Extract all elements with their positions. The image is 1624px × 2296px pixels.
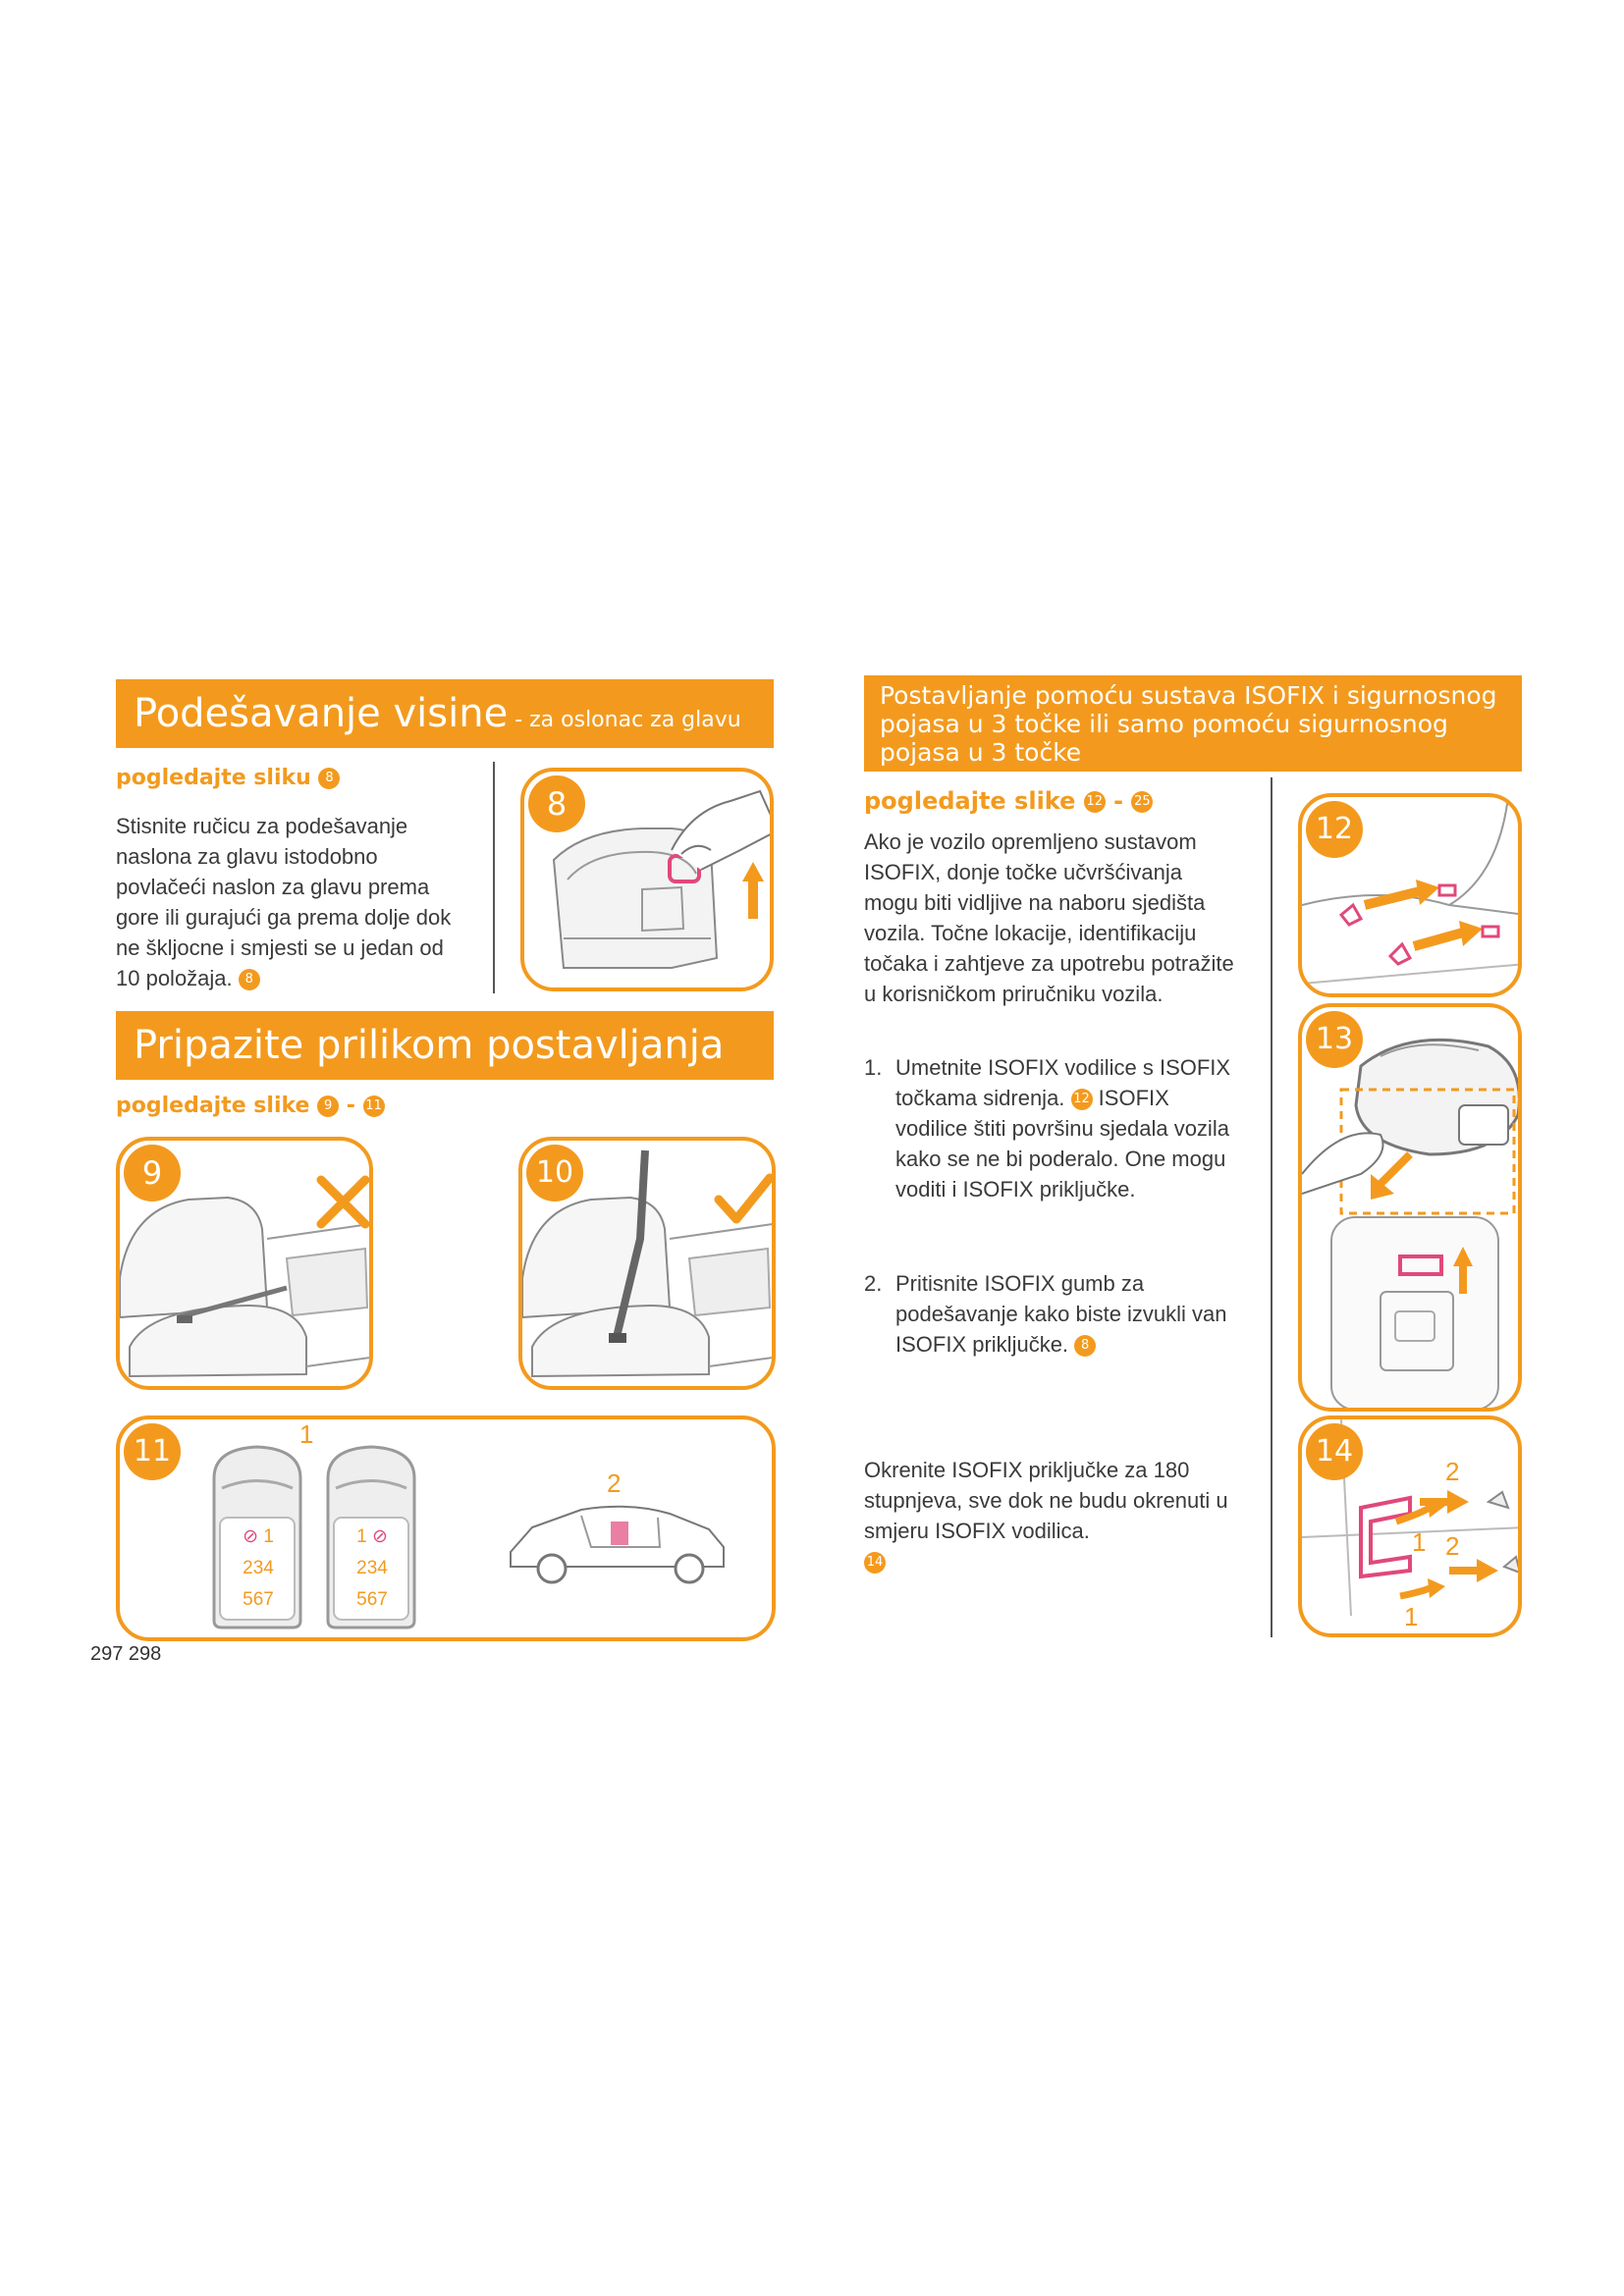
seat-grid-right: 1 ⊘ 234 567 — [356, 1526, 388, 1610]
figure-9 — [116, 1137, 373, 1390]
figure-ref: 25 — [1131, 791, 1153, 813]
rotate-instruction — [864, 1455, 1237, 1576]
figure-ref: 8 — [239, 969, 260, 990]
step-number: 2. — [864, 1271, 883, 1296]
range-separator: - — [1105, 787, 1132, 815]
instruction-text: Stisnite ručicu za podešavanje naslona za glavu istodobno povlačeći naslon za glavu prema gore ili gurajući ga prema dolje dok ne škljocne i smjesti se u jedan od 10 položaja. — [116, 814, 452, 990]
see-label: pogledajte sliku — [116, 766, 311, 790]
seat-position: 3 — [252, 1558, 264, 1578]
figure-number: 10 — [526, 1145, 583, 1201]
step-label: 2 — [1445, 1531, 1460, 1561]
section-title: Podešavanje visine — [134, 691, 509, 736]
step-label: 2 — [1445, 1457, 1460, 1486]
page-numbers: 297 298 — [90, 1643, 162, 1665]
see-figures-label — [116, 1094, 385, 1118]
step-label: 1 — [1412, 1527, 1427, 1557]
section-title-banner — [116, 679, 774, 748]
isofix-title: Postavljanje pomoću sustava ISOFIX i sigurnosnog pojasa u 3 točke ili samo pomoću sigurnosnog pojasa u 3 točke — [880, 681, 1497, 767]
see-figure-label — [116, 766, 340, 790]
seat-position: 6 — [366, 1589, 378, 1610]
rotate-text: Okrenite ISOFIX priključke za 180 stupnjeva, sve dok ne budu okrenuti u smjeru ISOFIX vodilica. — [864, 1458, 1228, 1543]
figure-number: 14 — [1306, 1423, 1363, 1480]
figure-ref: 8 — [1074, 1335, 1096, 1357]
step-text: Umetnite ISOFIX vodilice s ISOFIX točkama sidrenja. — [895, 1055, 1231, 1110]
step-label: 1 — [1404, 1602, 1419, 1631]
step-2 — [864, 1268, 1237, 1360]
seat-position: 1 — [263, 1526, 274, 1547]
range-separator: - — [339, 1094, 363, 1118]
isofix-title-banner — [864, 675, 1522, 772]
seat-position: 1 — [356, 1526, 367, 1547]
figure-14 — [1298, 1415, 1522, 1637]
step-text: ISOFIX vodilice štiti površinu sjedala vozila kako se ne bi poderalo. One mogu voditi i ISOFIX priključke. — [895, 1086, 1229, 1201]
seat-position: 2 — [243, 1558, 253, 1578]
seat-position: 4 — [377, 1558, 388, 1578]
figure-ref: 8 — [318, 768, 340, 789]
figure-number: 9 — [124, 1145, 181, 1201]
seat-position: 5 — [243, 1589, 253, 1610]
figure-10 — [518, 1137, 776, 1390]
section-title-suffix: - za oslonac za glavu — [508, 708, 741, 732]
seat-position: 7 — [263, 1589, 274, 1610]
step-text: Pritisnite ISOFIX gumb za podešavanje kako biste izvukli van ISOFIX priključke. — [895, 1271, 1227, 1357]
step-number: 1. — [864, 1055, 883, 1080]
figure-11 — [116, 1415, 776, 1641]
figure-number: 13 — [1306, 1011, 1363, 1068]
figure-8 — [520, 768, 774, 991]
section-title: Pripazite prilikom postavljanja — [134, 1023, 725, 1068]
step-1 — [864, 1052, 1237, 1204]
see-label: pogledajte slike — [864, 787, 1076, 815]
section-title-banner — [116, 1011, 774, 1080]
see-label: pogledajte slike — [116, 1094, 310, 1118]
seat-position: 5 — [356, 1589, 367, 1610]
figure-ref: 9 — [317, 1095, 339, 1117]
figure-12 — [1298, 793, 1522, 997]
seat-label-1: 1 — [299, 1419, 314, 1449]
see-figures-label — [864, 787, 1153, 815]
figure-ref: 12 — [1084, 791, 1106, 813]
figure-number: 11 — [124, 1423, 181, 1480]
column-divider — [493, 762, 495, 993]
seat-position: 2 — [356, 1558, 367, 1578]
figure-number: 12 — [1306, 801, 1363, 858]
seat-position: 4 — [263, 1558, 274, 1578]
figure-ref: 12 — [1071, 1089, 1093, 1110]
car-label-2: 2 — [607, 1468, 622, 1498]
seat-grid-left: ⊘ 1 234 567 — [243, 1526, 274, 1610]
column-divider — [1271, 777, 1272, 1637]
figure-ref: 11 — [363, 1095, 385, 1117]
seat-position: 7 — [377, 1589, 388, 1610]
figure-13 — [1298, 1003, 1522, 1412]
seat-position: 6 — [252, 1589, 264, 1610]
headrest-instructions — [116, 811, 469, 993]
figure-number: 8 — [528, 775, 585, 832]
isofix-intro: Ako je vozilo opremljeno sustavom ISOFIX, donje točke učvršćivanja mogu biti vidljive na naboru sjedišta vozila. Točne lokacije, identifikaciju točaka i zahtjeve za upotrebu potražite u korisničkom priručniku vozila. — [864, 829, 1234, 1006]
figure-ref: 14 — [864, 1552, 886, 1574]
seat-position: 3 — [366, 1558, 378, 1578]
